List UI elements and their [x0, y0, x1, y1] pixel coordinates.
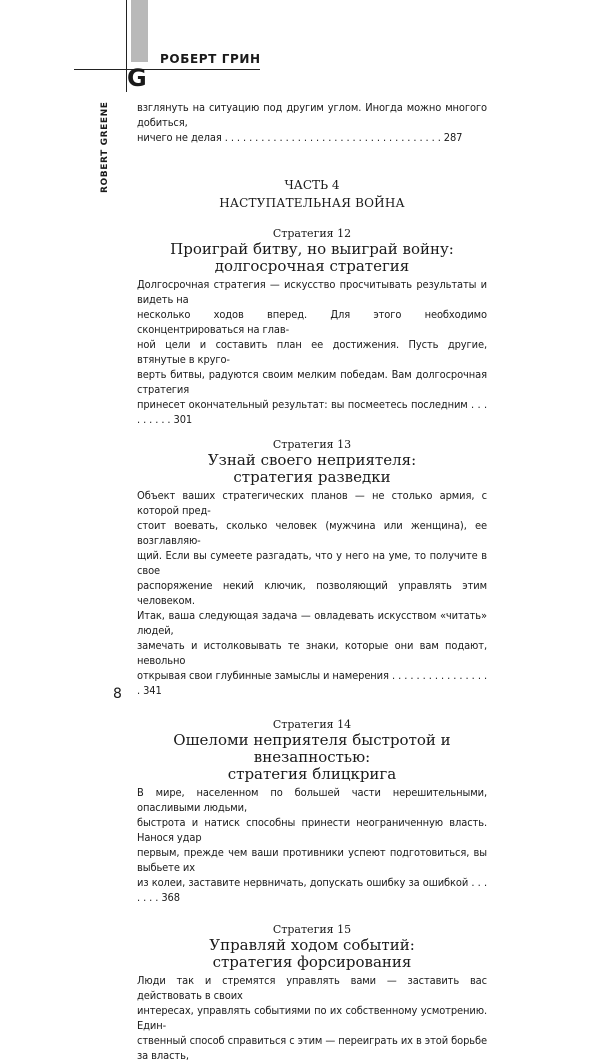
header-gray-bar: [131, 0, 148, 62]
strategy-title: Проиграй битву, но выиграй войну: долгосрочная стратегия: [170, 240, 454, 275]
strategy-label: Стратегия 12: [272, 227, 352, 240]
running-header-author: РОБЕРТ ГРИН: [160, 52, 261, 66]
strategy-section: [137, 227, 487, 427]
strategy-text: Объект ваших стратегических планов — не столько армия, с которой пред- стоит воевать, сколько человек (мужчина или женщина), ее возглавляю- щий. Если вы сумеете разгадать, что у него на уме, то получите в свое распоряжение некий ключик, позволяющий управлять этим человеком. Итак, ваша следующая задача — овладевать искусством «читать» людей, замечать и истолковывать те знаки, которые они вам подают, невольно открывая свои глубинные замыслы и намерения . . . . . . . . . . . . . . . . . 341: [137, 489, 487, 697]
strategy-section: [137, 718, 487, 905]
header-horizontal-rule: [74, 69, 260, 70]
vertical-author-name: ROBERT GREENE: [100, 101, 110, 193]
strategy-text: В мире, населенном по большей части нерешительными, опасливыми людьми, быстрота и натиск способны принести неограниченную власть. Нанося удар первым, прежде чем ваши противники успеют подготовиться, вы выбьете их из колеи, заставите нервничать, допускать ошибку за ошибкой . . . . . . . 368: [137, 786, 487, 904]
strategy-text: Долгосрочная стратегия — искусство просчитывать результаты и видеть на несколько ходов вперед. Для этого необходимо сконцентрироваться на глав- ной цели и составить план ее достижения. Пусть другие, втянутые в круго- верть битвы, радуются своим мелким победам. Вам долгосрочная стратегия принесет окончательный результат: вы посмеетесь последним . . . . . . . . . 301: [137, 278, 487, 426]
part-label: ЧАСТЬ 4: [284, 178, 340, 192]
page-number: 8: [113, 686, 122, 702]
strategy-section: [137, 923, 487, 1063]
strategy-title: Ошеломи неприятеля быстротой и внезапностью: стратегия блицкрига: [173, 731, 451, 783]
strategy-label: Стратегия 14: [272, 718, 352, 731]
strategy-title: Управляй ходом событий: стратегия форсирования: [209, 936, 415, 971]
strategy-label: Стратегия 13: [272, 438, 352, 451]
header-logo-letter: G: [127, 64, 147, 92]
strategy-title: Узнай своего неприятеля: стратегия разведки: [207, 451, 417, 486]
strategy-section: [137, 438, 487, 698]
part-title: НАСТУПАТЕЛЬНАЯ ВОЙНА: [219, 196, 405, 210]
strategy-label: Стратегия 15: [272, 923, 352, 936]
page-content: [137, 100, 487, 1063]
intro-paragraph: взглянуть на ситуацию под другим углом. Иногда можно многого добиться, ничего не делая . . . . . . . . . . . . . . . . . . . . . . . . . . . . . . . . . . . . 287: [137, 101, 487, 144]
strategy-text: Люди так и стремятся управлять вами — заставить вас действовать в своих интересах, управлять событиями по их собственному усмотрению. Един- ственный способ справиться с этим — переиграть их в этой борьбе за власть,: [137, 974, 487, 1062]
